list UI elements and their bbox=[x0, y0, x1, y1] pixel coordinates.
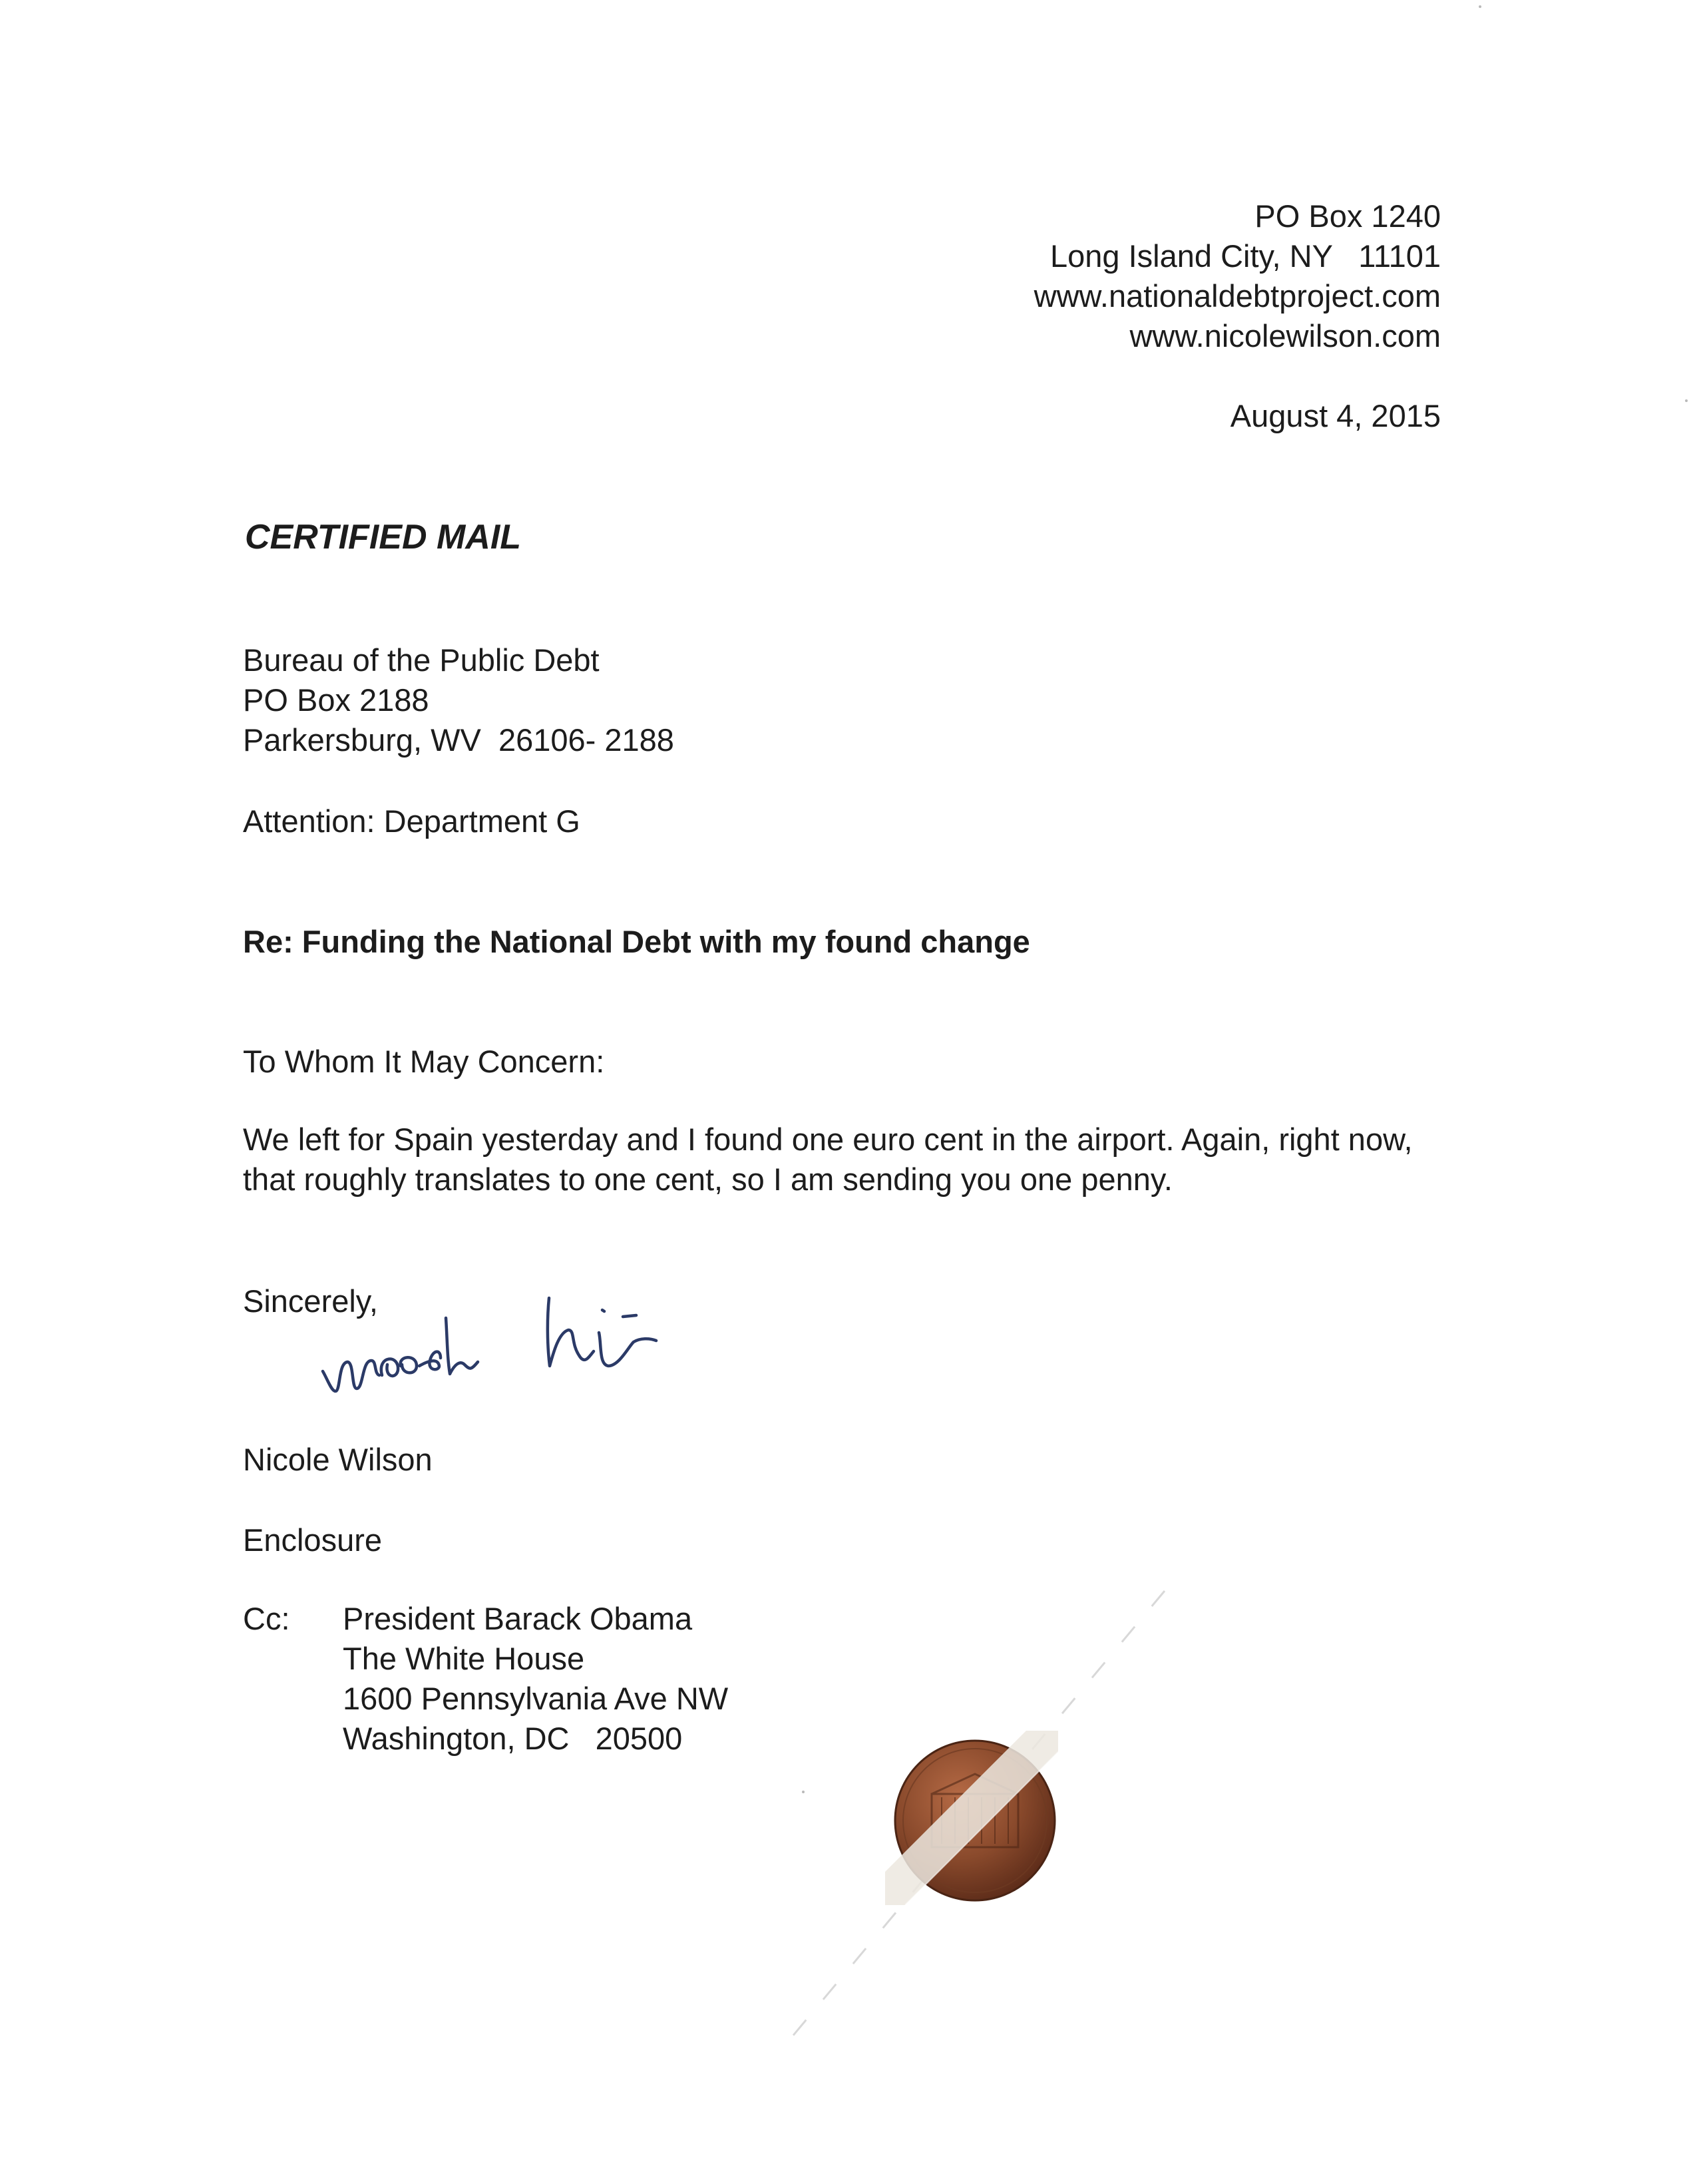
sender-address-block bbox=[1034, 196, 1441, 356]
sender-website-2: www.nicolewilson.com bbox=[1129, 318, 1441, 353]
cc-street: 1600 Pennsylvania Ave NW bbox=[343, 1681, 729, 1716]
scan-speck bbox=[802, 1791, 805, 1793]
subject-line: Re: Funding the National Debt with my found change bbox=[243, 924, 1030, 959]
enclosure-note: Enclosure bbox=[243, 1522, 382, 1558]
cc-name: President Barack Obama bbox=[343, 1601, 693, 1636]
sender-city: Long Island City, NY 11101 bbox=[1050, 238, 1441, 274]
signer-name: Nicole Wilson bbox=[243, 1442, 433, 1477]
cc-organization: The White House bbox=[343, 1641, 585, 1676]
letter-date: August 4, 2015 bbox=[1230, 398, 1441, 433]
scan-speck bbox=[1685, 399, 1688, 402]
closing: Sincerely, bbox=[243, 1283, 378, 1319]
certified-mail-heading: CERTIFIED MAIL bbox=[245, 518, 522, 556]
salutation: To Whom It May Concern: bbox=[243, 1044, 605, 1079]
scan-speck bbox=[1479, 5, 1481, 8]
handwritten-signature bbox=[313, 1291, 725, 1411]
recipient-city: Parkersburg, WV 26106- 2188 bbox=[243, 722, 674, 758]
cc-city: Washington, DC 20500 bbox=[343, 1721, 683, 1756]
cc-label: Cc: bbox=[243, 1601, 290, 1636]
sender-po-box: PO Box 1240 bbox=[1254, 198, 1441, 234]
body-paragraph: We left for Spain yesterday and I found one euro cent in the airport. Again, right now, that roughly translates to one cent, so I am sending you one penny. bbox=[243, 1122, 1413, 1197]
attention-line: Attention: Department G bbox=[243, 803, 580, 839]
recipient-po-box: PO Box 2188 bbox=[243, 682, 429, 718]
recipient-address-block bbox=[243, 640, 674, 760]
recipient-name: Bureau of the Public Debt bbox=[243, 642, 600, 678]
cc-address-block bbox=[343, 1599, 728, 1759]
penny-coin-image bbox=[885, 1731, 1065, 1910]
sender-website-1: www.nationaldebtproject.com bbox=[1034, 278, 1441, 314]
